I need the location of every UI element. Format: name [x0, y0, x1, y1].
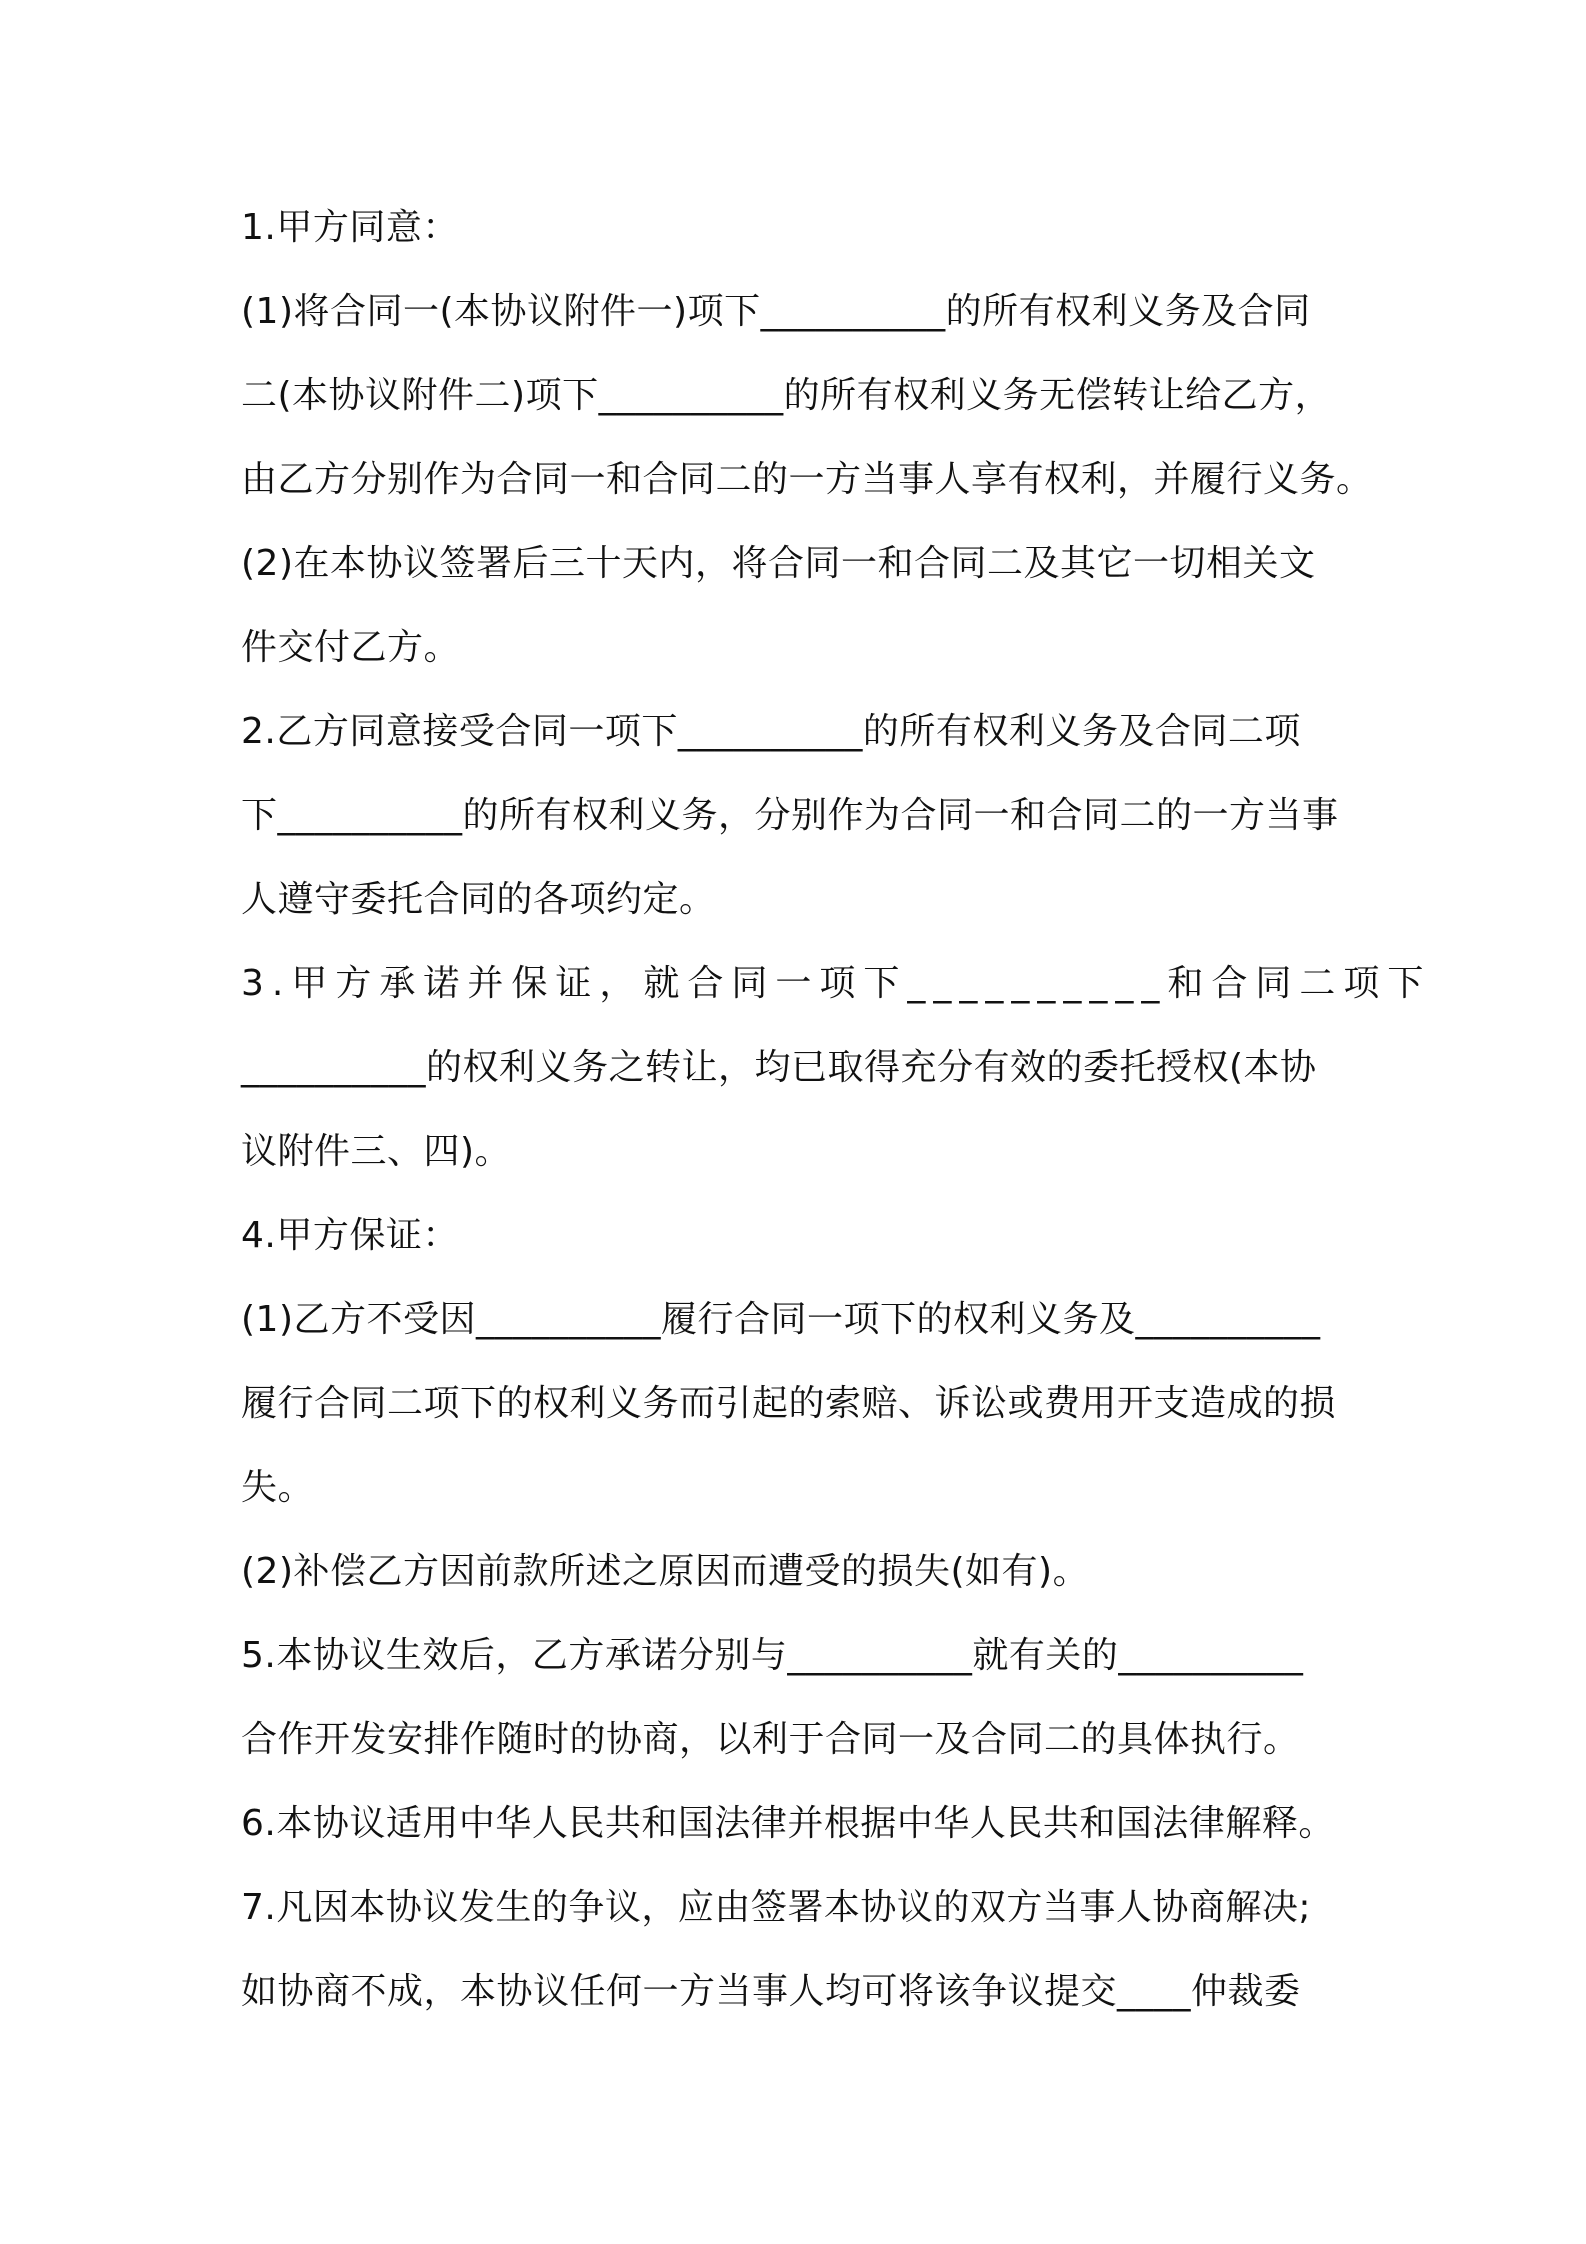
text-line: 合作开发安排作随时的协商，以利于合同一及合同二的具体执行。 — [241, 1719, 1300, 1760]
text-line: 6.本协议适用中华人民共和国法律并根据中华人民共和国法律解释。 — [241, 1803, 1335, 1844]
text-line: 失。 — [241, 1467, 315, 1508]
text-line: (2)补偿乙方因前款所述之原因而遭受的损失(如有)。 — [241, 1551, 1090, 1592]
text-line: 1.甲方同意： — [241, 207, 459, 248]
text-line: __________的权利义务之转让，均已取得充分有效的委托授权(本协 — [241, 1047, 1317, 1088]
text-line: 件交付乙方。 — [241, 627, 461, 668]
text-line: 3.甲方承诺并保证，就合同一项下__________和合同二项下 — [241, 963, 1432, 1004]
text-line: 2.乙方同意接受合同一项下__________的所有权利义务及合同二项 — [241, 711, 1301, 752]
text-line: 7.凡因本协议发生的争议，应由签署本协议的双方当事人协商解决; — [241, 1887, 1311, 1928]
text-line: (1)乙方不受因__________履行合同一项下的权利义务及__________ — [241, 1299, 1321, 1340]
text-line: 下__________的所有权利义务，分别作为合同一和合同二的一方当事 — [241, 795, 1339, 836]
text-line: 履行合同二项下的权利义务而引起的索赔、诉讼或费用开支造成的损 — [241, 1383, 1337, 1424]
text-line: 二(本协议附件二)项下__________的所有权利义务无偿转让给乙方， — [241, 375, 1332, 416]
text-line: (1)将合同一(本协议附件一)项下__________的所有权利义务及合同 — [241, 291, 1311, 332]
text-line: 议附件三、四)。 — [241, 1131, 512, 1172]
text-line: 人遵守委托合同的各项约定。 — [241, 879, 716, 920]
text-line: 由乙方分别作为合同一和合同二的一方当事人享有权利，并履行义务。 — [241, 459, 1373, 500]
text-line: 4.甲方保证： — [241, 1215, 459, 1256]
text-line: (2)在本协议签署后三十天内，将合同一和合同二及其它一切相关文 — [241, 543, 1316, 584]
text-line: 如协商不成，本协议任何一方当事人均可将该争议提交____仲裁委 — [241, 1971, 1301, 2012]
text-line: 5.本协议生效后，乙方承诺分别与__________就有关的__________ — [241, 1635, 1304, 1676]
